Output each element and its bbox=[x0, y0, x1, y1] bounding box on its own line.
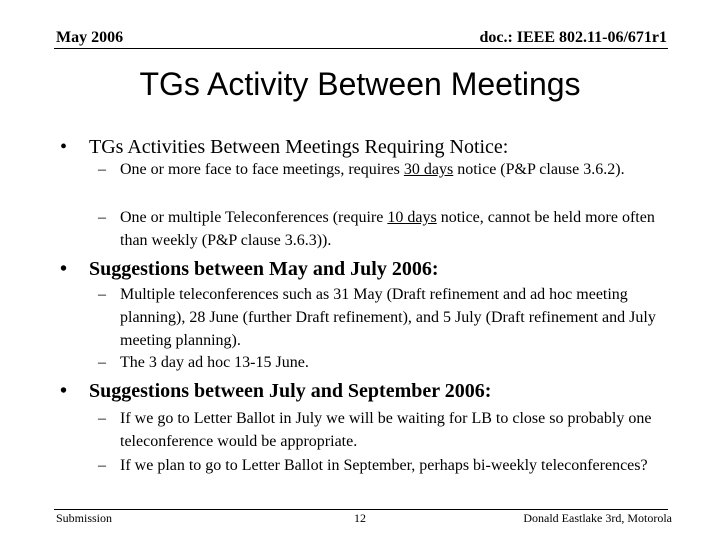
item-text: One or multiple Teleconferences (require bbox=[120, 209, 388, 226]
item-text: notice, cannot be held more often than weekly (P&P clause 3.6.3)). bbox=[120, 209, 655, 249]
dash-icon: – bbox=[98, 161, 106, 178]
section-1-item-2 bbox=[98, 206, 658, 252]
footer-submission: Submission bbox=[56, 511, 113, 525]
dash-icon: – bbox=[98, 286, 106, 303]
header-doc-id: doc.: IEEE 802.11-06/671r1 bbox=[479, 29, 667, 46]
item-emphasis: 10 days bbox=[387, 209, 437, 226]
section-3-heading: Suggestions between July and September 2006: bbox=[89, 380, 492, 402]
bullet-icon: • bbox=[60, 258, 68, 280]
bullet-icon: • bbox=[60, 380, 68, 402]
dash-icon: – bbox=[98, 209, 106, 226]
section-3-item-1 bbox=[98, 407, 658, 453]
header-rule bbox=[54, 48, 668, 49]
item-text: If we go to Letter Ballot in July we will be waiting for LB to close so probably one teleconference would be appropriate. bbox=[120, 410, 652, 450]
item-text: notice (P&P clause 3.6.2). bbox=[453, 161, 625, 178]
header-date: May 2006 bbox=[56, 29, 124, 46]
section-1-item-1 bbox=[98, 158, 658, 181]
section-2-item-1 bbox=[98, 283, 658, 352]
dash-icon: – bbox=[98, 354, 106, 371]
section-1-heading: TGs Activities Between Meetings Requiring Notice: bbox=[89, 136, 509, 158]
dash-icon: – bbox=[98, 410, 106, 427]
item-emphasis: 30 days bbox=[403, 161, 454, 178]
section-3-item-2 bbox=[98, 454, 658, 477]
footer-rule bbox=[54, 509, 668, 510]
bullet-icon: • bbox=[60, 136, 68, 158]
footer-page-number: 12 bbox=[354, 511, 366, 525]
item-text: Multiple teleconferences such as 31 May (Draft refinement and ad hoc meeting planning), 28 June (further Draft refinement), and 5 July (Draft refinement and July meeting planning). bbox=[120, 286, 656, 349]
item-text: If we plan to go to Letter Ballot in September, perhaps bi-weekly teleconferences? bbox=[120, 457, 648, 474]
footer-author: Donald Eastlake 3rd, Motorola bbox=[523, 511, 672, 525]
dash-icon: – bbox=[98, 457, 106, 474]
slide-title: TGs Activity Between Meetings bbox=[139, 66, 581, 102]
section-2-heading: Suggestions between May and July 2006: bbox=[89, 258, 439, 280]
item-text: The 3 day ad hoc 13-15 June. bbox=[120, 354, 309, 371]
item-text: One or more face to face meetings, requires bbox=[120, 161, 404, 178]
section-2-item-2 bbox=[98, 351, 658, 374]
